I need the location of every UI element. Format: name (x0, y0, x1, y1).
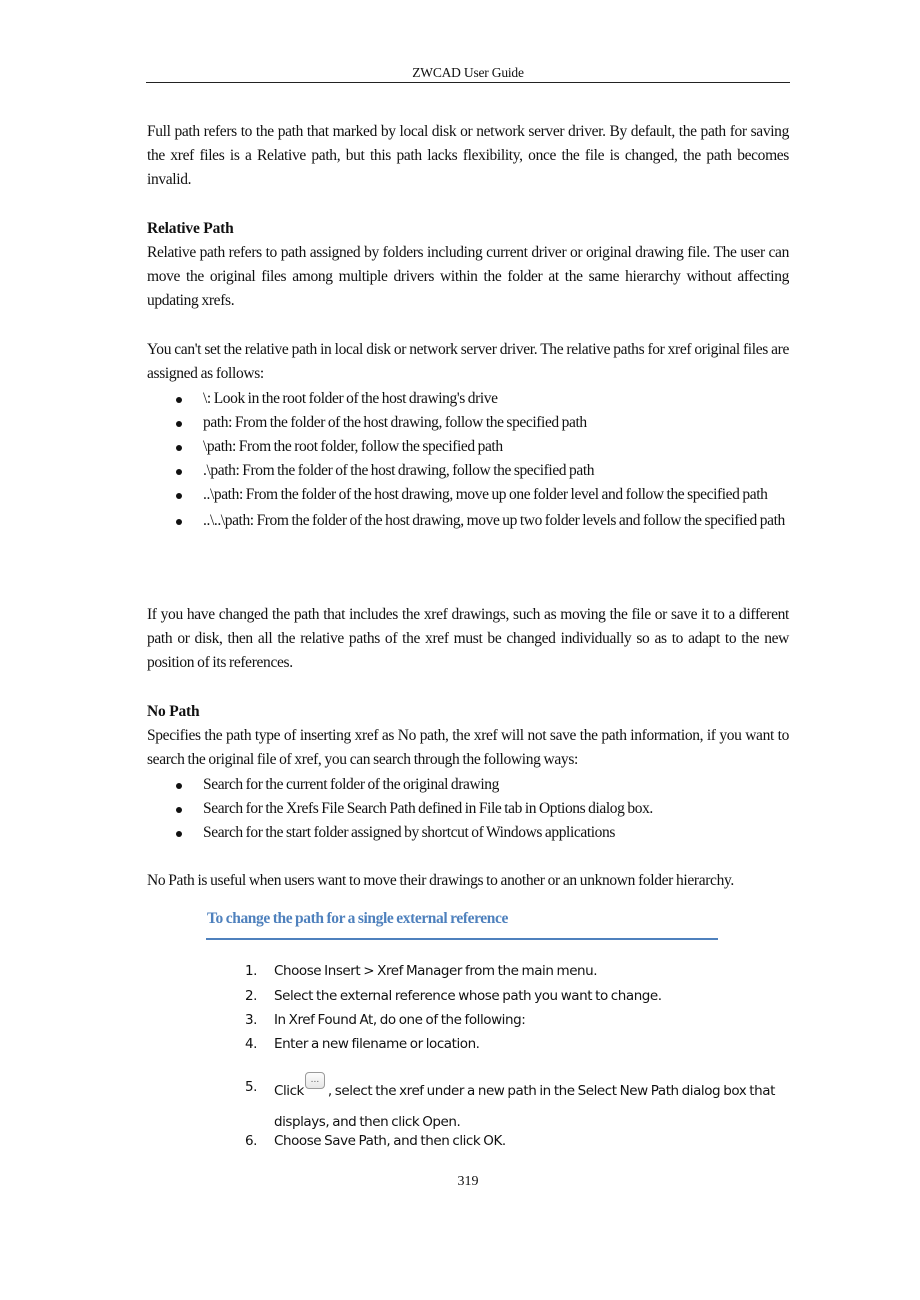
procedure-title: To change the path for a single external reference (207, 910, 508, 927)
step-text: Choose Insert > Xref Manager from the main menu. (274, 963, 598, 979)
no-path-paragraph-1: Specifies the path type of inserting xref as No path, the xref will not save the path information, if you want to search the original file of xref, you can search through the following ways: (147, 727, 789, 768)
bullet-icon (176, 421, 182, 427)
step-number: 6. (245, 1133, 257, 1149)
bullet-icon (176, 831, 182, 837)
step-text: Select the external reference whose path you want to change. (274, 988, 662, 1004)
step-text-after: , select the xref under a new path in the Select New Path dialog box that displays, and then click Open. (274, 1083, 775, 1130)
step-text: Enter a new filename or location. (274, 1036, 480, 1052)
list-item-text: Search for the current folder of the original drawing (203, 776, 499, 793)
step-number: 3. (245, 1012, 257, 1028)
bullet-icon (176, 493, 182, 499)
step-number: 5. (245, 1079, 257, 1095)
ellipsis-glyph: ... (310, 1075, 320, 1085)
list-item-text: Search for the Xrefs File Search Path defined in File tab in Options dialog box. (203, 800, 653, 817)
relative-path-list (147, 387, 789, 533)
step-number: 4. (245, 1036, 257, 1052)
intro-paragraph: Full path refers to the path that marked by local disk or network server driver. By default, the path for saving the xref files is a Relative path, but this path lacks flexibility, once the file is changed, the path becomes invalid. (147, 123, 789, 188)
step-item (245, 1129, 790, 1153)
list-item-text: path: From the folder of the host drawing, follow the specified path (203, 414, 587, 431)
list-item-text: ..\path: From the folder of the host drawing, move up one folder level and follow the specified path (203, 486, 768, 503)
bullet-icon (176, 807, 182, 813)
step-text-before: Click (274, 1083, 304, 1099)
relative-path-paragraph-2: You can't set the relative path in local disk or network server driver. The relative paths for xref original files are assigned as follows: (147, 341, 789, 382)
bullet-icon (176, 469, 182, 475)
procedure-rule (206, 938, 718, 940)
browse-ellipsis-button-icon (305, 1072, 325, 1089)
step-item (245, 1032, 790, 1056)
list-item (147, 509, 789, 533)
step-item (245, 1008, 790, 1032)
no-path-heading: No Path (147, 703, 200, 720)
list-item-text: ..\..\path: From the folder of the host drawing, move up two folder levels and follow the specified path (203, 512, 785, 529)
bullet-icon (176, 445, 182, 451)
relative-path-paragraph-1: Relative path refers to path assigned by folders including current driver or original drawing file. The user can move the original files among multiple drivers within the folder at the same hierarchy without affecting updating xrefs. (147, 244, 789, 309)
list-item-text: Search for the start folder assigned by shortcut of Windows applications (203, 824, 615, 841)
no-path-paragraph-2: No Path is useful when users want to move their drawings to another or an unknown folder hierarchy. (147, 872, 734, 889)
step-number: 1. (245, 963, 257, 979)
relative-path-heading: Relative Path (147, 220, 234, 237)
list-item (147, 435, 789, 459)
relative-path-paragraph-3: If you have changed the path that includes the xref drawings, such as moving the file or save it to a different path or disk, then all the relative paths of the xref must be changed individually so as to adapt to the new position of its references. (147, 606, 789, 671)
list-item (147, 387, 789, 411)
list-item (147, 797, 789, 821)
list-item-text: .\path: From the folder of the host drawing, follow the specified path (203, 462, 595, 479)
bullet-icon (176, 783, 182, 789)
list-item (147, 459, 789, 483)
step-item (245, 984, 790, 1008)
step-text: In Xref Found At, do one of the following: (274, 1012, 526, 1028)
bullet-icon (176, 397, 182, 403)
list-item (147, 483, 789, 507)
list-item-text: \path: From the root folder, follow the specified path (203, 438, 503, 455)
list-item (147, 821, 789, 845)
no-path-list (147, 773, 789, 845)
bullet-icon (176, 519, 182, 525)
step-item (245, 959, 790, 983)
list-item (147, 411, 789, 435)
step-number: 2. (245, 988, 257, 1004)
page-number: 319 (457, 1174, 479, 1189)
running-header: ZWCAD User Guide (412, 65, 524, 80)
step-text: Choose Save Path, and then click OK. (274, 1133, 506, 1149)
list-item (147, 773, 789, 797)
list-item-text: \: Look in the root folder of the host drawing's drive (203, 390, 498, 407)
header-rule (146, 82, 790, 83)
